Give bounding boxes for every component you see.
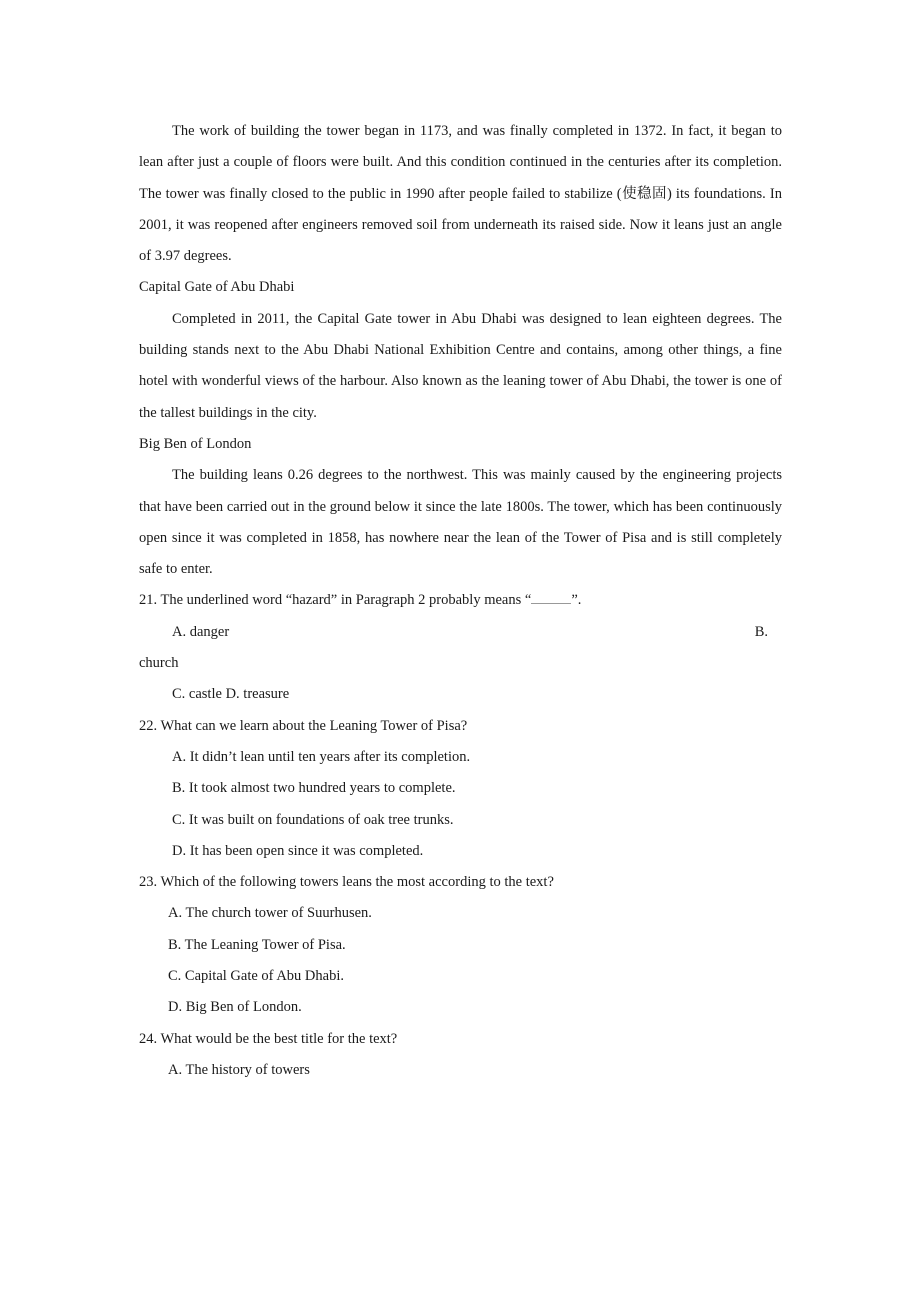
option-row xyxy=(139,679,782,710)
question-22 xyxy=(139,711,782,867)
option-row xyxy=(139,617,782,648)
option-b: B. The Leaning Tower of Pisa. xyxy=(168,936,346,953)
question-21 xyxy=(139,585,782,710)
option-a: A. The history of towers xyxy=(168,1061,310,1078)
question-stem-suffix: ”. xyxy=(571,592,582,609)
option-b-text: church xyxy=(139,655,179,672)
option-a: A. danger xyxy=(172,623,230,640)
big-ben-paragraph: The building leans 0.26 degrees to the northwest. This was mainly caused by the engineering projects that have been carried out in the ground below it since the late 1800s. The tower, which has been continuously open since it was completed in 1858, has nowhere near the lean of the Tower of Pisa and is still completely safe to enter. xyxy=(139,467,782,578)
option-d: D. treasure xyxy=(225,686,290,703)
answer-blank xyxy=(531,591,571,604)
question-stem: 23. Which of the following towers leans the most according to the text? xyxy=(139,874,554,891)
abu-dhabi-paragraph: Completed in 2011, the Capital Gate tower in Abu Dhabi was designed to lean eighteen degrees. The building stands next to the Abu Dhabi National Exhibition Centre and contains, among other things, a fine hotel with wonderful views of the harbour. Also known as the leaning tower of Abu Dhabi, the tower is one of the tallest buildings in the city. xyxy=(139,310,782,421)
question-stem: 24. What would be the best title for the text? xyxy=(139,1030,398,1047)
option-c: C. It was built on foundations of oak tree trunks. xyxy=(172,811,454,828)
option-b: B. It took almost two hundred years to complete. xyxy=(172,780,456,797)
option-a: A. The church tower of Suurhusen. xyxy=(168,905,372,922)
option-d: D. Big Ben of London. xyxy=(168,999,302,1016)
big-ben-heading: Big Ben of London xyxy=(139,435,252,452)
option-b-label: B. xyxy=(754,623,768,640)
question-23 xyxy=(139,867,782,1023)
option-c: C. Capital Gate of Abu Dhabi. xyxy=(168,968,344,985)
document-page xyxy=(139,116,782,1086)
option-c: C. castle xyxy=(172,686,222,703)
option-d: D. It has been open since it was completed. xyxy=(172,842,424,859)
question-24 xyxy=(139,1024,782,1087)
question-stem: 22. What can we learn about the Leaning Tower of Pisa? xyxy=(139,717,468,734)
option-a: A. It didn’t lean until ten years after its completion. xyxy=(172,748,471,765)
question-stem xyxy=(139,585,782,616)
pisa-paragraph: The work of building the tower began in 1173, and was finally completed in 1372. In fact, it began to lean after just a couple of floors were built. And this condition continued in the centuries after its completion. The tower was finally closed to the public in 1990 after people failed to stabilize (使稳固) its foundations. In 2001, it was reopened after engineers removed soil from underneath its raised side. Now it leans just an angle of 3.97 degrees. xyxy=(139,123,782,265)
question-stem-prefix: 21. The underlined word “hazard” in Paragraph 2 probably means “ xyxy=(139,592,532,609)
abu-dhabi-heading: Capital Gate of Abu Dhabi xyxy=(139,279,295,296)
